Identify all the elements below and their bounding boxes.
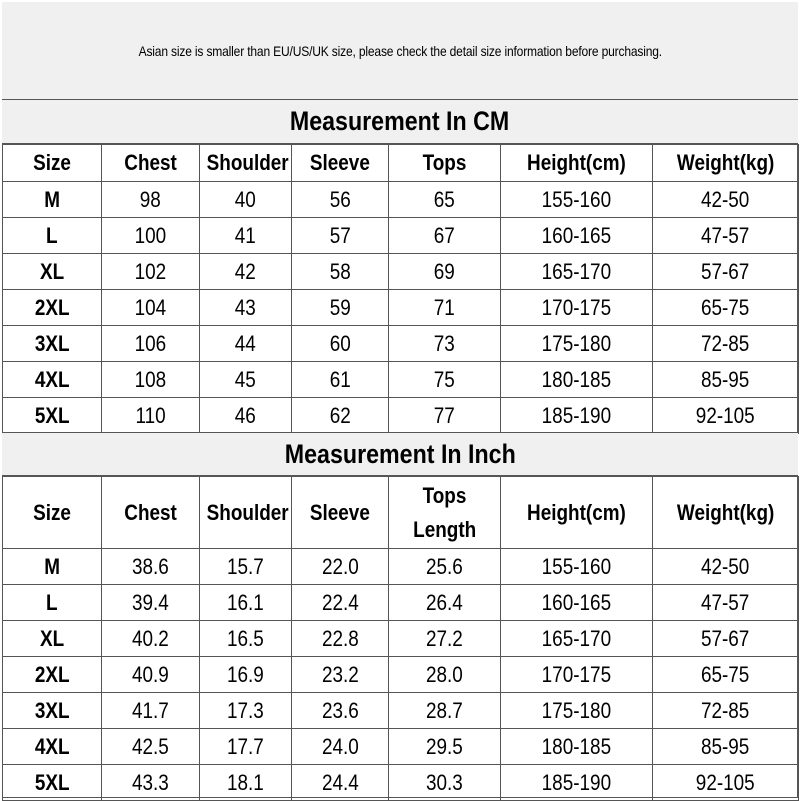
size-cell: 4XL bbox=[3, 362, 102, 398]
table-cell: 185-190 bbox=[501, 398, 653, 434]
table-cell: 16.5 bbox=[200, 621, 292, 657]
table-cell: 77 bbox=[389, 398, 501, 434]
table-cell: 98 bbox=[102, 182, 200, 218]
table-cell: 71 bbox=[389, 290, 501, 326]
table-cell: 42.5 bbox=[102, 729, 200, 765]
table-row bbox=[3, 621, 799, 657]
table-cell: 85-95 bbox=[653, 729, 799, 765]
size-notice bbox=[2, 2, 798, 100]
table-cell: 47-57 bbox=[653, 585, 799, 621]
size-cell: 2XL bbox=[3, 290, 102, 326]
table-cell: 23.6 bbox=[292, 693, 389, 729]
size-cell: 5XL bbox=[3, 765, 102, 801]
table-cell: 22.4 bbox=[292, 585, 389, 621]
table-cell: 73 bbox=[389, 326, 501, 362]
table-cell: 59 bbox=[292, 290, 389, 326]
inch-header-row bbox=[3, 477, 799, 549]
size-cell: L bbox=[3, 218, 102, 254]
table-cell: 160-165 bbox=[501, 218, 653, 254]
table-cell: 29.5 bbox=[389, 729, 501, 765]
table-cell: 38.6 bbox=[102, 549, 200, 585]
size-cell: 4XL bbox=[3, 729, 102, 765]
table-cell: 60 bbox=[292, 326, 389, 362]
table-cell: 180-185 bbox=[501, 729, 653, 765]
inch-header-chest: Chest bbox=[102, 477, 200, 549]
table-cell: 75 bbox=[389, 362, 501, 398]
size-cell: 5XL bbox=[3, 398, 102, 434]
inch-section-title-text: Measurement In Inch bbox=[284, 438, 516, 469]
table-cell: 22.0 bbox=[292, 549, 389, 585]
table-cell: 47-57 bbox=[653, 218, 799, 254]
table-cell: 41.7 bbox=[102, 693, 200, 729]
cm-section-title bbox=[2, 100, 798, 144]
inch-header-sleeve: Sleeve bbox=[292, 477, 389, 549]
table-cell: 43.3 bbox=[102, 765, 200, 801]
table-row bbox=[3, 693, 799, 729]
table-cell: 170-175 bbox=[501, 290, 653, 326]
table-cell: 160-165 bbox=[501, 585, 653, 621]
table-cell: 102 bbox=[102, 254, 200, 290]
table-cell: 72-85 bbox=[653, 326, 799, 362]
cm-header-row bbox=[3, 145, 799, 182]
table-cell: 57-67 bbox=[653, 254, 799, 290]
inch-section-title bbox=[2, 432, 798, 476]
table-cell: 56 bbox=[292, 182, 389, 218]
inch-header-tops-length bbox=[389, 477, 501, 549]
table-cell: 69 bbox=[389, 254, 501, 290]
size-cell: M bbox=[3, 549, 102, 585]
table-cell: 165-170 bbox=[501, 254, 653, 290]
table-cell: 106 bbox=[102, 326, 200, 362]
table-cell: 92-105 bbox=[653, 765, 799, 801]
table-row bbox=[3, 765, 799, 801]
table-cell: 67 bbox=[389, 218, 501, 254]
table-cell: 100 bbox=[102, 218, 200, 254]
table-cell: 155-160 bbox=[501, 182, 653, 218]
cm-measurement-table bbox=[2, 144, 799, 434]
table-cell: 17.7 bbox=[200, 729, 292, 765]
table-cell: 46 bbox=[200, 398, 292, 434]
table-cell: 23.2 bbox=[292, 657, 389, 693]
table-cell: 175-180 bbox=[501, 693, 653, 729]
table-cell: 65-75 bbox=[653, 290, 799, 326]
table-cell: 39.4 bbox=[102, 585, 200, 621]
table-cell: 165-170 bbox=[501, 621, 653, 657]
table-cell: 61 bbox=[292, 362, 389, 398]
table-cell: 42-50 bbox=[653, 182, 799, 218]
cm-header-height: Height(cm) bbox=[501, 145, 653, 182]
table-cell: 155-160 bbox=[501, 549, 653, 585]
table-cell: 28.7 bbox=[389, 693, 501, 729]
size-cell: L bbox=[3, 585, 102, 621]
cm-header-size: Size bbox=[3, 145, 102, 182]
table-cell: 72-85 bbox=[653, 693, 799, 729]
table-cell: 108 bbox=[102, 362, 200, 398]
size-notice-text: Asian size is smaller than EU/US/UK size, please check the detail size information before purchasing. bbox=[138, 42, 662, 59]
table-cell: 185-190 bbox=[501, 765, 653, 801]
table-cell: 41 bbox=[200, 218, 292, 254]
table-cell: 44 bbox=[200, 326, 292, 362]
table-cell: 16.9 bbox=[200, 657, 292, 693]
table-cell: 65 bbox=[389, 182, 501, 218]
table-cell: 58 bbox=[292, 254, 389, 290]
table-cell: 104 bbox=[102, 290, 200, 326]
inch-header-height: Height(cm) bbox=[501, 477, 653, 549]
inch-header-weight: Weight(kg) bbox=[653, 477, 799, 549]
inch-header-shoulder: Shoulder bbox=[200, 477, 292, 549]
table-row bbox=[3, 398, 799, 434]
table-cell: 26.4 bbox=[389, 585, 501, 621]
table-cell: 15.7 bbox=[200, 549, 292, 585]
table-row bbox=[3, 362, 799, 398]
table-cell: 175-180 bbox=[501, 326, 653, 362]
table-cell: 42-50 bbox=[653, 549, 799, 585]
table-cell: 40 bbox=[200, 182, 292, 218]
table-cell: 25.6 bbox=[389, 549, 501, 585]
table-cell: 170-175 bbox=[501, 657, 653, 693]
size-cell: XL bbox=[3, 254, 102, 290]
table-cell: 17.3 bbox=[200, 693, 292, 729]
table-cell: 57 bbox=[292, 218, 389, 254]
cm-header-shoulder: Shoulder bbox=[200, 145, 292, 182]
table-cell: 57-67 bbox=[653, 621, 799, 657]
inch-measurement-table bbox=[2, 476, 799, 801]
inch-header-tops-line2: Length bbox=[412, 516, 477, 542]
table-row bbox=[3, 254, 799, 290]
table-cell: 43 bbox=[200, 290, 292, 326]
table-cell: 42 bbox=[200, 254, 292, 290]
cm-section-title-text: Measurement In CM bbox=[290, 106, 510, 136]
table-row bbox=[3, 290, 799, 326]
size-cell: 3XL bbox=[3, 326, 102, 362]
table-cell: 62 bbox=[292, 398, 389, 434]
table-cell: 27.2 bbox=[389, 621, 501, 657]
table-cell: 40.2 bbox=[102, 621, 200, 657]
table-cell: 180-185 bbox=[501, 362, 653, 398]
table-cell: 45 bbox=[200, 362, 292, 398]
table-cell: 28.0 bbox=[389, 657, 501, 693]
table-cell: 85-95 bbox=[653, 362, 799, 398]
table-cell: 65-75 bbox=[653, 657, 799, 693]
size-cell: 2XL bbox=[3, 657, 102, 693]
table-row bbox=[3, 218, 799, 254]
size-cell: XL bbox=[3, 621, 102, 657]
table-row bbox=[3, 657, 799, 693]
table-row bbox=[3, 585, 799, 621]
table-cell: 16.1 bbox=[200, 585, 292, 621]
table-cell: 24.0 bbox=[292, 729, 389, 765]
cm-header-weight: Weight(kg) bbox=[653, 145, 799, 182]
size-cell: M bbox=[3, 182, 102, 218]
table-cell: 30.3 bbox=[389, 765, 501, 801]
table-row bbox=[3, 326, 799, 362]
cm-header-tops: Tops bbox=[389, 145, 501, 182]
cm-header-chest: Chest bbox=[102, 145, 200, 182]
table-cell: 110 bbox=[102, 398, 200, 434]
table-cell: 40.9 bbox=[102, 657, 200, 693]
table-cell: 22.8 bbox=[292, 621, 389, 657]
inch-header-size: Size bbox=[3, 477, 102, 549]
table-cell: 18.1 bbox=[200, 765, 292, 801]
inch-header-tops-line1: Tops bbox=[422, 482, 467, 508]
table-cell: 92-105 bbox=[653, 398, 799, 434]
size-cell: 3XL bbox=[3, 693, 102, 729]
table-row bbox=[3, 729, 799, 765]
table-row bbox=[3, 549, 799, 585]
table-cell: 24.4 bbox=[292, 765, 389, 801]
table-row bbox=[3, 182, 799, 218]
cm-header-sleeve: Sleeve bbox=[292, 145, 389, 182]
